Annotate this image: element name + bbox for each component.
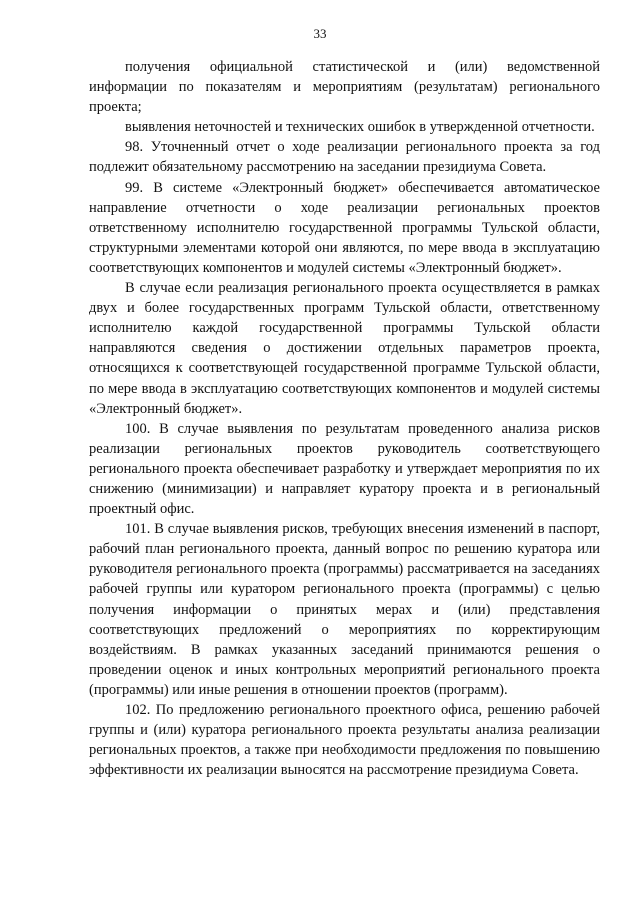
paragraph-errors: выявления неточностей и технических ошибок в утвержденной отчетности. bbox=[125, 119, 595, 136]
page-number: 33 bbox=[313, 26, 327, 41]
document-body bbox=[89, 57, 600, 780]
paragraph-101: 101. В случае выявления рисков, требующих внесения изменений в паспорт, рабочий план регионального проекта, данный вопрос по решению куратора или руководителя регионального проекта (программы) рассматривается на заседаниях рабочей группы или куратором регионального проекта (программы) с целью получения информации о принятых мерах и (или) представления соответствующих предложений о мероприятиях по корректирующим воздействиям. В рамках указанных заседаний принимаются решения о проведении оценок и иных контрольных мероприятий регионального проекта (программы) или иные решения в отношении проектов (программ). bbox=[89, 521, 600, 698]
paragraph-99-continued: В случае если реализация регионального проекта осуществляется в рамках двух и более государственных программ Тульской области, ответственному исполнителю каждой государственной программы Тульской области направляются сведения о достижении отдельных параметров проекта, относящихся к соответствующей государственной программе Тульской области, по мере ввода в эксплуатацию соответствующих компонентов и модулей системы «Электронный бюджет». bbox=[89, 280, 600, 417]
paragraph-statistics-info: получения официальной статистической и (или) ведомственной информации по показателям и мероприятиям (результатам) регионального проекта; bbox=[89, 59, 600, 116]
paragraph-100: 100. В случае выявления по результатам проведенного анализа рисков реализации региональных проектов руководитель соответствующего регионального проекта обеспечивает разработку и утверждает мероприятия по их снижению (минимизации) и направляет куратору проекта и в региональный проектный офис. bbox=[89, 420, 600, 518]
paragraph-102: 102. По предложению регионального проектного офиса, решению рабочей группы и (или) куратора регионального проекта результаты анализа реализации региональных проектов, а также при необходимости предложения по повышению эффективности их реализации выносятся на рассмотрение президиума Совета. bbox=[89, 702, 600, 779]
paragraph-99: 99. В системе «Электронный бюджет» обеспечивается автоматическое направление отчетности о ходе реализации региональных проектов ответственному исполнителю государственной программы Тульской области, структурными элементами которой они являются, по мере ввода в эксплуатацию соответствующих компонентов и модулей системы «Электронный бюджет». bbox=[89, 179, 600, 276]
paragraph-98: 98. Уточненный отчет о ходе реализации регионального проекта за год подлежит обязательному рассмотрению на заседании президиума Совета. bbox=[89, 139, 600, 176]
